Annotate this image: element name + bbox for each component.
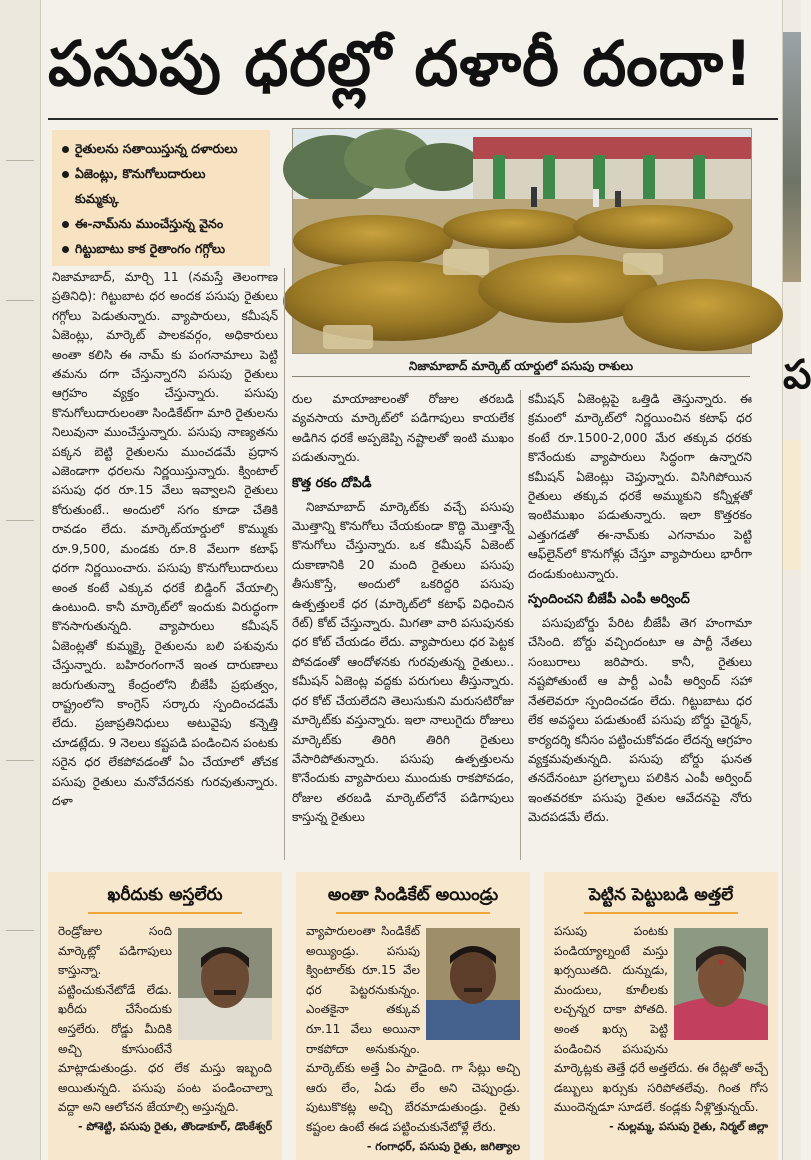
subheading-mp-no-response: స్పందించని బీజేపీ ఎంపీ అర్వింద్: [528, 592, 690, 608]
column-divider: [520, 390, 521, 860]
highlights-box: [52, 130, 270, 266]
farmer-portrait-1: [178, 928, 272, 1040]
article-paragraph: కమీషన్ ఏజెంట్లపై ఒత్తిడి తెస్తున్నారు. ఈ క్రమంలో మార్కెట్‌లో నిర్ణయించిన కటాఫ్ ధర కంటే రూ.1500-2,000 మేర తక్కువ ధరకు కొనేందుకు వ్యాపారులు సిద్ధంగా ఉన్నారని కమీషన్ ఏజెంట్లు చెప్తున్నారు. విసిగిపోయిన రైతులు తక్కువ ధరకే అమ్ముకుని కన్నీళ్లతో ఇంటిముఖం పడుతున్నారు. ఇలా కొత్తరకం ఎత్తుగడతో ఈ-నామ్‌కు ఎగనామం పెట్టి ఆఫ్‌లైన్‌లో కొనుగోళ్లు చేస్తూ వ్యాపారులు భారీగా దండుకుంటున్నారు.: [528, 392, 752, 581]
quote-signature: - నుల్లమ్మ, పసుపు రైతు, నిర్మల్ జిల్లా: [609, 1119, 768, 1133]
article-column-1: [52, 268, 278, 860]
quote-text: రెండ్రోజుల సంది మార్కెట్లో పడిగాపులు కాస్తున్నా. పట్టించుకునేటోడే లేడు. ఖరీదు చేసేందుకు అస్తలేరు. రోడ్డు మీదికి అచ్చి కూసుంటేనే మాట్లాడుతుండ్రు. ధర లేక మస్తు ఇబ్బంది అయితున్నది. పసుపు పంట పండించాల్నా వద్దా అని ఆలోచన జేయాల్సి అస్తున్నది.: [58, 924, 272, 1115]
adjacent-page-edge-left: [0, 0, 41, 1160]
bullet-icon: [62, 221, 69, 228]
article-paragraph: నిజామాబాద్, మార్చి 11 (నమస్తే తెలంగాణ ప్రతినిధి): గిట్టుబాట ధర అందక పసుపు రైతులు గగ్గోలు పెడుతున్నారు. వ్యాపారులు, కమీషన్ ఏజెంట్లు, మార్కెట్ పాలకవర్గం, అధికారులు అంతా కలిసి ఈ నామ్ కు పంగనామాలు పెట్టి తమను దగా చేస్తున్నారని పసుపు రైతులు ఆగ్రహం వ్యక్తం చేస్తున్నారు. పసుపు కొనుగోలుదారులంతా సిండికేట్‌గా మారి రైతులను నిలువునా ముంచేస్తున్నారు. పసుపు నాణ్యతను పక్కన బెట్టి రైతులను ముంచడమే ప్రధాన ఎజెండాగా ధరలను నిర్ణయిస్తున్నారు. క్వింటాల్ పసుపు ధర రూ.15 వేలు ఇవ్వాలని రైతులు కోరుతుంటే.. అందులో సగం కూడా చేతికి రావడం లేదు. మార్కెట్‌యార్డులో కొమ్ముకు రూ.9,500, మండకు రూ.8 వేలుగా కటాఫ్ ధరగా నిర్ణయించారు. పసుపు కొనుగోలుదారులు అంత కంటే ఎక్కువ ధరకే బిడ్డింగ్ వేయాల్సి ఉంటుంది. కానీ మార్కెట్‌లో ఇందుకు విరుద్ధంగా కొనసాగుతున్నది. వ్యాపారులు కమీషన్ ఏజెంట్లతో కుమ్మక్కై రైతులను బలి పశువును చేస్తున్నారు. బహిరంగంగానే ఇంత దారుణాలు జరుగుతున్నా కేంద్రంలోని బీజేపీ ప్రభుత్వం, రాష్ట్రంలోని కాంగ్రెస్ సర్కారు స్పందించడమే లేదు. ప్రజాప్రతినిధులు అటువైపు కన్నెత్తి చూడట్లేదు. 9 నెలలు కష్టపడి పండించిన పంటకు సరైన ధర లేకపోవడంతో ఏం చేయాలో తోచక పసుపు రైతులు మనోవేదనకు గురవుతున్నారు. దళా: [52, 270, 278, 808]
farmer-portrait-3: [674, 928, 768, 1040]
photo-caption: నిజామాబాద్ మార్కెట్ యార్డులో పసుపు రాశులు: [292, 356, 750, 377]
farmer-portrait-2: [426, 928, 520, 1040]
article-column-2: [292, 390, 514, 860]
highlight-item: రైతులను సతాయిస్తున్న దళారులు: [62, 136, 266, 161]
quote-signature: - పోశెట్టి, పసుపు రైతు, తొండాకూర్, డొంకేశ్వర్: [77, 1119, 272, 1133]
highlight-item: గిట్టుబాటు కాక రైతాంగం గగ్గోలు: [62, 236, 266, 261]
bullet-icon: [62, 246, 69, 253]
turmeric-heaps-illustration: [293, 129, 751, 353]
quote-box-title: ఖరీదుకు అస్తలేరు: [107, 885, 223, 905]
adjacent-page-edge-right: ప: [782, 0, 801, 1160]
bullet-icon: [62, 171, 69, 178]
highlight-item: ఏజెంట్లు, కొనుగోలుదారులు: [62, 161, 266, 186]
highlight-item: ఈ-నామ్‌ను ముంచేస్తున్న వైనం: [62, 211, 266, 236]
quote-box-2: [296, 872, 530, 1160]
article-paragraph: నిజామాబాద్ మార్కెట్‌కు వచ్చే పసుపు మొత్తాన్ని కొనుగోలు చేయకుండా కొద్ది మొత్తాన్నే కొనుగోలు చేస్తున్నారు. ఒక కమీషన్ ఏజెంట్ దుకాణానికి 20 మంది రైతులు పసుపు తీసుకొస్తే, అందులో ఒకరిద్దరి పసుపు ఉత్పత్తులకే ధర (మార్కెట్‌లో కటాఫ్ విధించిన రేట్) కోట్ చేస్తున్నారు. మిగతా వారి పసుపునకు ధర కోట్ చేయడం లేదు. వ్యాపారులు ధర పెట్టక పోవడంతో ఆందోళనకు గురవుతున్న రైతులు.. కమీషన్ ఏజెంట్ల వద్దకు పరుగులు తీస్తున్నారు. ధర కోట్ చేయలేదని తెలుసుకుని మరుసటిరోజు మార్కెట్‌కు వస్తున్నారు. ఇలా నాలుగైదు రోజులు మార్కెట్‌కు తిరిగి తిరిగి రైతులు వేసారిపోతున్నారు. పసుపు ఉత్పత్తులను కొనేందుకు వ్యాపారులు ముందుకు రాకపోవడం, రోజుల తరబడి మార్కెట్‌లోనే పడిగాపులు కాస్తున్న రైతులు: [292, 499, 514, 825]
quote-text: పసుపు పంటకు పండియ్యాల్నంటే మస్తు ఖర్సయితది. దున్నుడు, మందులు, కూలీలకు లచ్చన్నర దాకా పోతది. అంత ఖర్సు పెట్టి పండించిన పసుపును మార్కెట్లకు తెత్తే ధరే అత్తలేదు. ఈ రేట్లతో అచ్చే డబ్బులు ఖర్సుకు సరిపోతలేవు. గింత గోస ముందెన్నడూ సూడలే. కండ్లకు నీళ్లొత్తున్నయ్.: [554, 924, 768, 1115]
article-paragraph: పసుపుబోర్డు పేరిట బీజేపీ తెగ హంగామా చేసింది. బోర్డు వచ్చిందంటూ ఆ పార్టీ నేతలు సంబురాలు జరిపారు. కానీ, రైతులు నష్టపోతుంటే ఆ పార్టీ ఎంపీ అర్వింద్ సహా నేతలెవరూ స్పందించడం లేదు. గిట్టుబాటు ధర లేక అవస్థలు పడుతుంటే పసుపు బోర్డు చైర్మన్, కార్యదర్శి కనీసం పట్టించుకోవడం లేదన్న ఆగ్రహం వ్యక్తమవుతున్నది. పసుపు బోర్డు ఘనత తనదేనంటూ ప్రగల్భాలు పలికిన ఎంపీ అర్వింద్ ఇంతవరకూ పసుపు రైతుల ఆవేదనపై నోరు మెదపడమే లేదు.: [528, 616, 752, 825]
quote-signature: - గంగాధర్, పసుపు రైతు, జగిత్యాల: [366, 1139, 520, 1153]
quote-box-1: [48, 872, 282, 1160]
article-column-3: [528, 390, 752, 860]
bullet-icon: [62, 146, 69, 153]
quote-text: వ్యాపారులంతా సిండికేట్ అయ్యిండ్రు. పసుపు క్వింటాల్‌కు రూ.15 వేల ధర పెట్టరనుకున్నం. ఎంతకైనా తక్కువ రూ.11 వేలు అయినా రాకపోదా అనుకున్నం. మార్కెట్‌కు అత్తే ఏం పాడైంది. గా సేట్లు అచ్చి ఆరు లేం, ఏడు లేం అని చెప్పుండ్రు. పుటుకొకట్ల అచ్చి బేరమాడుతుండ్రు. రైతు కష్టంల ఉంటే ఈడ పట్టించుకునేటోళ్లే లేరు.: [306, 924, 520, 1134]
column-divider: [284, 268, 285, 860]
quote-box-title: పెట్టిన పెట్టుబడి అత్తలే: [588, 885, 734, 905]
farmer-quotes-section: [48, 872, 778, 1160]
subheading-new-type-exploitation: కొత్త రకం దోపిడీ: [292, 475, 372, 491]
headline-rule: [48, 118, 778, 120]
quote-box-title: అంతా సిండికేట్ అయిండ్రు: [327, 885, 499, 905]
highlight-item-continued: కుమ్మక్కు: [75, 191, 119, 206]
article-paragraph: రుల మాయాజాలంతో రోజుల తరబడి వ్యవసాయ మార్కెట్‌లో పడిగాపులు కాయలేక అడిగిన ధరకే అప్పజెప్పి నష్టాలతో ఇంటి ముఖం పడుతున్నారు.: [292, 392, 514, 465]
market-yard-photo: [292, 128, 752, 354]
quote-box-3: [544, 872, 778, 1160]
headline: పసుపు ధరల్లో దళారీ దందా!: [48, 27, 754, 100]
